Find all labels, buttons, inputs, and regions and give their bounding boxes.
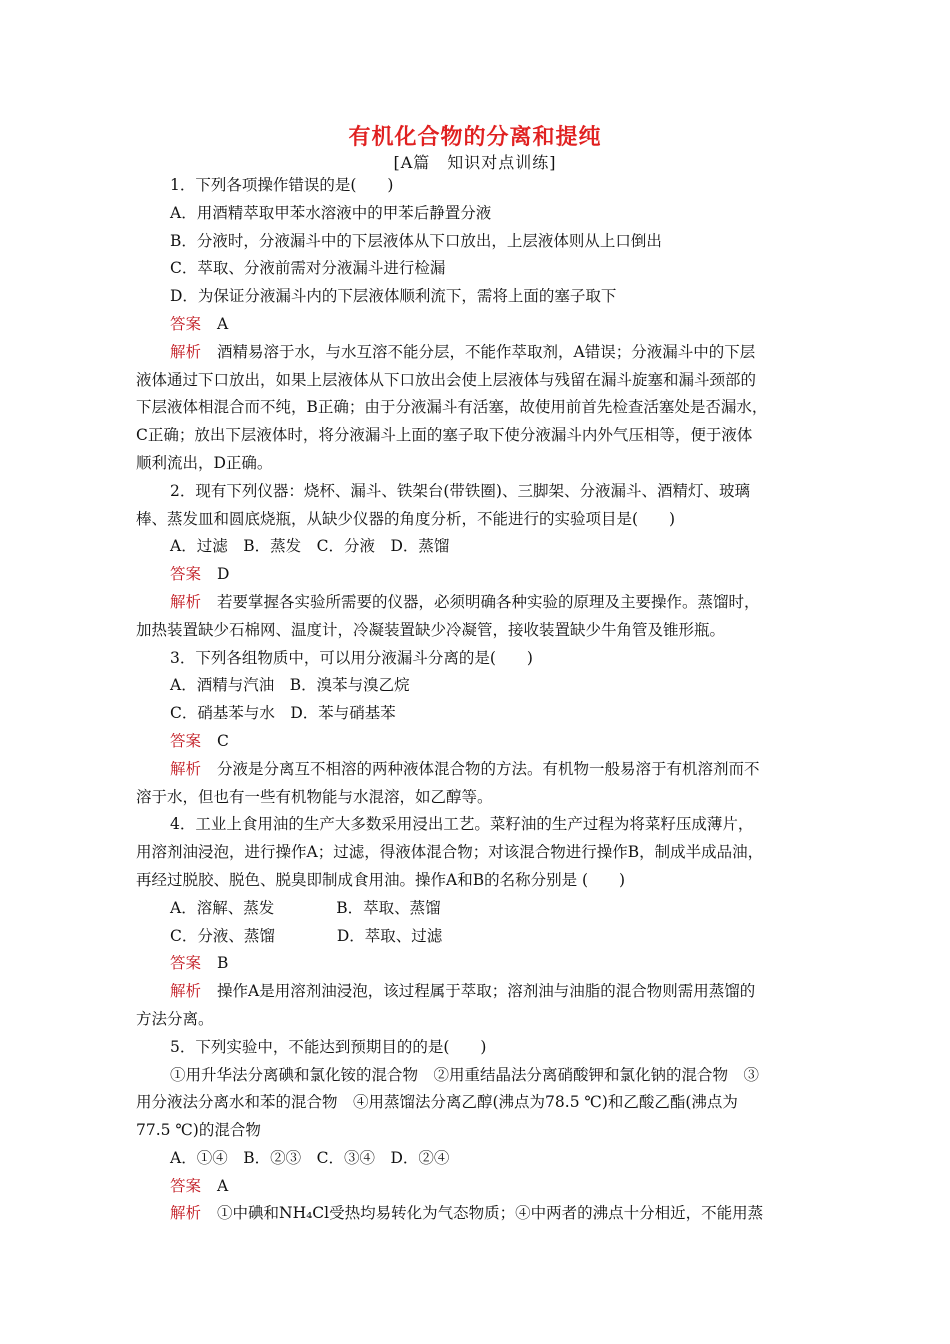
q4-options: A．溶解、蒸发 B．萃取、蒸馏	[170, 898, 441, 917]
q2-stem: 2．现有下列仪器：烧杯、漏斗、铁架台(带铁圈)、三脚架、分液漏斗、酒精灯、玻璃	[170, 481, 750, 500]
q3-options: C．硝基苯与水 D．苯与硝基苯	[170, 704, 396, 723]
q2-stem: 棒、蒸发皿和圆底烧瓶，从缺少仪器的角度分析，不能进行的实验项目是( )	[136, 509, 676, 528]
q3-stem: 3．下列各组物质中，可以用分液漏斗分离的是( )	[170, 648, 533, 667]
page-subtitle: [A篇 知识对点训练]	[393, 153, 557, 172]
answer-label: 答案	[170, 731, 202, 750]
q1-option-c: C．萃取、分液前需对分液漏斗进行检漏	[170, 259, 446, 278]
q5-answer: A	[217, 1176, 229, 1195]
q1-answer-row	[136, 311, 818, 339]
analysis-label: 解析	[170, 342, 202, 361]
q5-stem: 77.5 ℃)的混合物	[136, 1121, 261, 1140]
analysis-label: 解析	[170, 759, 202, 778]
q1-option-b: B．分液时，分液漏斗中的下层液体从下口放出，上层液体则从上口倒出	[170, 231, 662, 250]
q1-analysis-line: 酒精易溶于水，与水互溶不能分层，不能作萃取剂，A错误；分液漏斗中的下层	[217, 342, 756, 361]
q2-analysis-row	[136, 589, 818, 617]
answer-label: 答案	[170, 565, 202, 584]
q1-analysis-line: 液体通过下口放出，如果上层液体从下口放出会使上层液体与残留在漏斗旋塞和漏斗颈部的	[136, 370, 757, 389]
answer-label: 答案	[170, 314, 202, 333]
page-title: 有机化合物的分离和提纯	[348, 124, 602, 150]
q3-analysis-line: 溶于水，但也有一些有机物能与水混溶，如乙醇等。	[136, 787, 493, 806]
q1-option-a: A．用酒精萃取甲苯水溶液中的甲苯后静置分液	[170, 203, 492, 222]
q1-analysis-line: 下层液体相混合而不纯，B正确；由于分液漏斗有活塞，故使用前首先检查活塞处是否漏水，	[136, 398, 768, 417]
document-body	[136, 172, 818, 1228]
q4-stem: 用溶剂油浸泡，进行操作A；过滤，得液体混合物；对该混合物进行操作B，制成半成品油，	[136, 843, 764, 862]
q2-analysis-line: 若要掌握各实验所需要的仪器，必须明确各种实验的原理及主要操作。蒸馏时，	[217, 592, 760, 611]
q5-answer-row	[136, 1173, 818, 1201]
q1-analysis-line: C正确；放出下层液体时，将分液漏斗上面的塞子取下使分液漏斗内外气压相等，便于液体	[136, 426, 753, 445]
q4-analysis-line: 方法分离。	[136, 1009, 214, 1028]
q2-answer: D	[217, 565, 230, 584]
q1-analysis-line: 顺利流出，D正确。	[136, 453, 273, 472]
q2-analysis-line: 加热装置缺少石棉网、温度计，冷凝装置缺少冷凝管，接收装置缺少牛角管及锥形瓶。	[136, 620, 726, 639]
q3-analysis-line: 分液是分离互不相溶的两种液体混合物的方法。有机物一般易溶于有机溶剂而不	[217, 759, 760, 778]
analysis-label: 解析	[170, 1204, 202, 1223]
q2-answer-row	[136, 561, 818, 589]
q4-options: C．分液、蒸馏 D．萃取、过滤	[170, 926, 443, 945]
q3-answer-row	[136, 728, 818, 756]
q1-answer: A	[217, 314, 229, 333]
q4-analysis-line: 操作A是用溶剂油浸泡，该过程属于萃取；溶剂油与油脂的混合物则需用蒸馏的	[217, 982, 756, 1001]
q3-answer: C	[217, 731, 229, 750]
q3-analysis-row	[136, 756, 818, 784]
q1-stem: 1．下列各项操作错误的是( )	[170, 176, 394, 194]
q5-stem: 用分液法分离水和苯的混合物 ④用蒸馏法分离乙醇(沸点为78.5 ℃)和乙酸乙酯(沸点为	[136, 1093, 738, 1112]
analysis-label: 解析	[170, 592, 202, 611]
q4-analysis-row	[136, 978, 818, 1006]
q4-stem: 4．工业上食用油的生产大多数采用浸出工艺。菜籽油的生产过程为将菜籽压成薄片，	[170, 815, 754, 834]
q5-analysis-row	[136, 1200, 818, 1228]
q4-stem: 再经过脱胶、脱色、脱臭即制成食用油。操作A和B的名称分别是 ( )	[136, 870, 626, 889]
q1-analysis-row	[136, 339, 818, 367]
q3-options: A．酒精与汽油 B．溴苯与溴乙烷	[170, 676, 410, 695]
q2-options: A．过滤 B．蒸发 C．分液 D．蒸馏	[170, 537, 450, 556]
q5-analysis-line: ①中碘和NH₄Cl受热均易转化为气态物质；④中两者的沸点十分相近，不能用蒸	[217, 1204, 764, 1223]
q5-stem: ①用升华法分离碘和氯化铵的混合物 ②用重结晶法分离硝酸钾和氯化钠的混合物 ③	[170, 1065, 760, 1084]
q4-answer-row	[136, 950, 818, 978]
answer-label: 答案	[170, 1176, 202, 1195]
answer-label: 答案	[170, 954, 202, 973]
q4-answer: B	[217, 954, 229, 973]
analysis-label: 解析	[170, 982, 202, 1001]
q5-stem: 5．下列实验中，不能达到预期目的的是( )	[170, 1037, 487, 1056]
q1-option-d: D．为保证分液漏斗内的下层液体顺利流下，需将上面的塞子取下	[170, 287, 617, 306]
q5-options: A．①④ B．②③ C．③④ D．②④	[170, 1148, 450, 1167]
